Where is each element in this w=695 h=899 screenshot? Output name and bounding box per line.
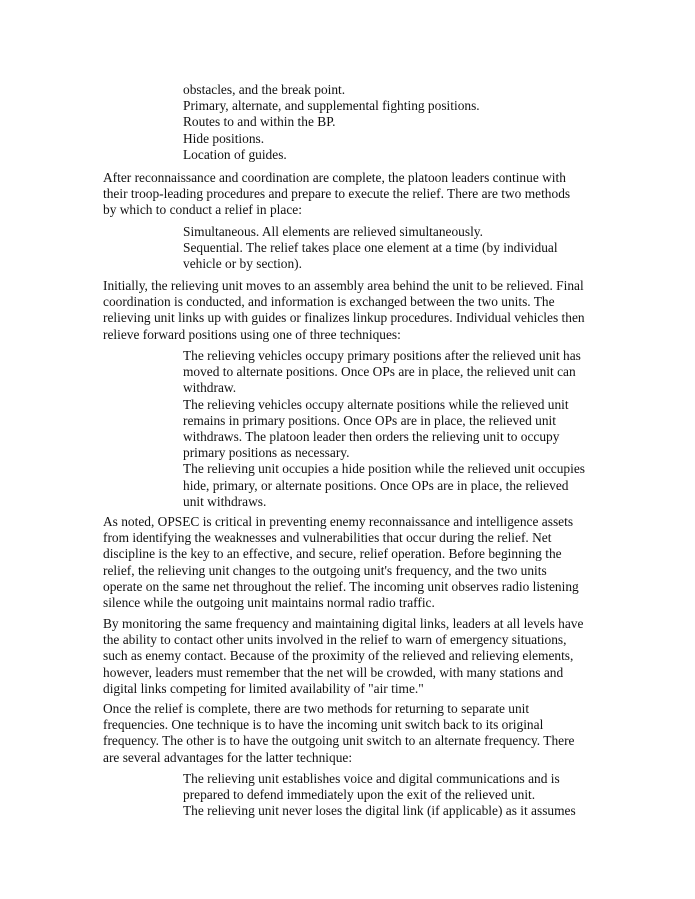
paragraph-line: the ability to contact other units involved in the relief to warn of emergency situations,: [103, 632, 567, 648]
paragraph-opsec: [103, 514, 579, 611]
paragraph-line: relieving unit links up with guides or finalizes linkup procedures. Individual vehicles then: [103, 310, 585, 326]
list-item: The relieving unit occupies a hide position while the relieved unit occupies: [183, 461, 585, 477]
paragraph-frequency-monitoring: [103, 616, 583, 697]
list-item: obstacles, and the break point.: [183, 82, 346, 97]
advantages-list: [183, 771, 576, 820]
list-item: Simultaneous. All elements are relieved simultaneously.: [183, 224, 483, 239]
paragraph-line: however, leaders must remember that the net will be crowded, with many stations and: [103, 664, 564, 680]
list-item: Routes to and within the BP.: [183, 114, 336, 130]
paragraph-relief-methods-intro: [103, 170, 570, 219]
paragraph-line: by which to conduct a relief in place:: [103, 202, 302, 218]
paragraph-line: digital links competing for limited availability of "air time.": [103, 680, 424, 696]
planning-items-list: [183, 82, 480, 163]
list-item: withdraw.: [183, 380, 237, 396]
relief-techniques-list: [183, 348, 585, 510]
list-item: remains in primary positions. Once OPs are in place, the relieved unit: [183, 412, 556, 428]
paragraph-line: are several advantages for the latter technique:: [103, 749, 353, 765]
list-item: The relieving unit establishes voice and digital communications and is: [183, 771, 560, 786]
paragraph-line: Once the relief is complete, there are two methods for returning to separate unit: [103, 701, 530, 716]
list-item: Location of guides.: [183, 146, 287, 162]
relief-methods-list: [183, 224, 558, 273]
list-item: Hide positions.: [183, 130, 265, 146]
list-item: unit withdraws.: [183, 493, 267, 509]
paragraph-line: Initially, the relieving unit moves to an assembly area behind the unit to be relieved. Final: [103, 278, 584, 293]
paragraph-line: frequencies. One technique is to have the incoming unit switch back to its original: [103, 717, 544, 733]
paragraph-line: relieve forward positions using one of three techniques:: [103, 326, 401, 342]
paragraph-line: relief, the relieving unit changes to the outgoing unit's frequency, and the two units: [103, 562, 547, 578]
paragraph-line: silence while the outgoing unit maintains normal radio traffic.: [103, 595, 435, 611]
list-item: prepared to defend immediately upon the exit of the relieved unit.: [183, 787, 536, 803]
paragraph-line: discipline is the key to an effective, and secure, relief operation. Before beginning the: [103, 546, 562, 562]
list-item: withdraws. The platoon leader then orders the relieving unit to occupy: [183, 429, 560, 445]
list-item: The relieving unit never loses the digital link (if applicable) as it assumes: [183, 803, 576, 819]
list-item: Sequential. The relief takes place one element at a time (by individual: [183, 240, 558, 256]
paragraph-line: from identifying the weaknesses and vulnerabilities that occur during the relief. Net: [103, 530, 552, 546]
list-item: Primary, alternate, and supplemental fighting positions.: [183, 98, 480, 114]
paragraph-line: their troop-leading procedures and prepare to execute the relief. There are two methods: [103, 186, 571, 202]
paragraph-line: coordination is conducted, and information is exchanged between the two units. The: [103, 294, 555, 310]
paragraph-returning-frequencies: [103, 701, 574, 766]
paragraph-line: such as enemy contact. Because of the proximity of the relieved and relieving elements,: [103, 648, 574, 664]
list-item: The relieving vehicles occupy primary positions after the relieved unit has: [183, 348, 581, 363]
paragraph-line: By monitoring the same frequency and maintaining digital links, leaders at all levels have: [103, 616, 584, 631]
list-item: The relieving vehicles occupy alternate positions while the relieved unit: [183, 396, 569, 412]
paragraph-line: frequency. The other is to have the outgoing unit switch to an alternate frequency. There: [103, 733, 575, 749]
list-item: hide, primary, or alternate positions. Once OPs are in place, the relieved: [183, 477, 569, 493]
paragraph-line: As noted, OPSEC is critical in preventing enemy reconnaissance and intelligence assets: [103, 514, 574, 529]
list-item: moved to alternate positions. Once OPs are in place, the relieved unit can: [183, 364, 576, 380]
list-item: primary positions as necessary.: [183, 445, 350, 461]
paragraph-relief-techniques-intro: [103, 278, 585, 343]
list-item: vehicle or by section).: [183, 256, 302, 272]
paragraph-line: operate on the same net throughout the relief. The incoming unit observes radio listening: [103, 578, 579, 594]
paragraph-line: After reconnaissance and coordination are complete, the platoon leaders continue with: [103, 170, 566, 185]
